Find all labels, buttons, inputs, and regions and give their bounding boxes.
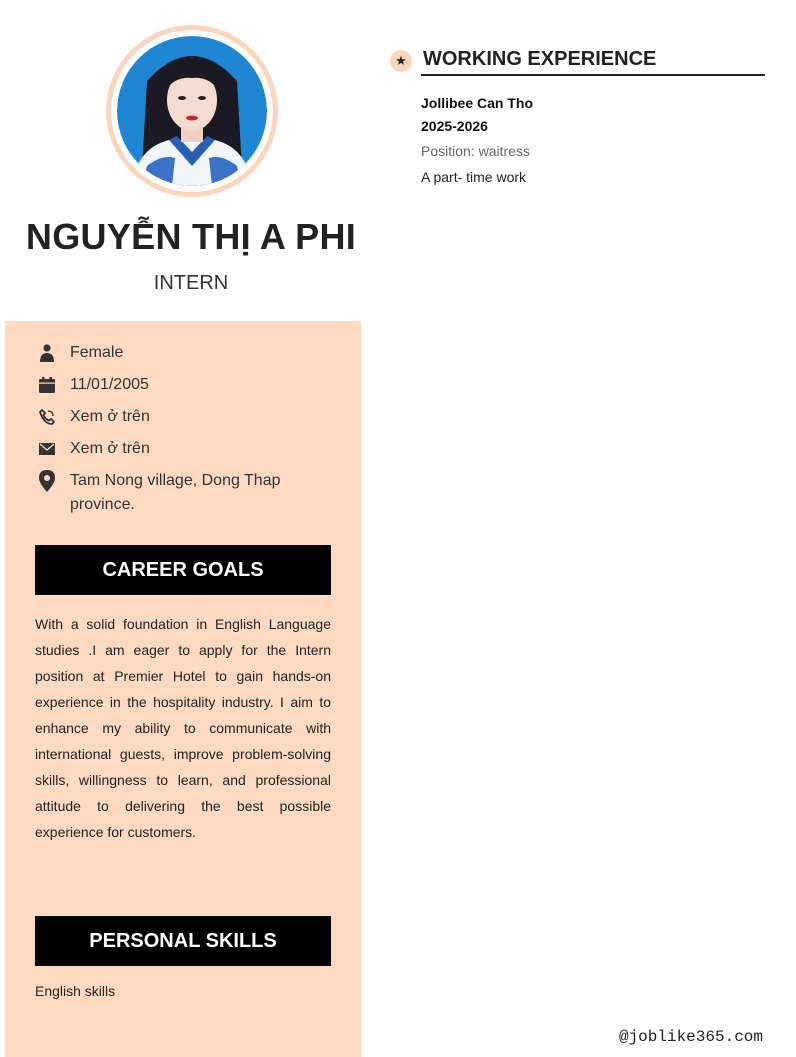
experience-years: 2025-2026 xyxy=(421,118,488,134)
profile-photo xyxy=(117,36,267,186)
experience-description: A part- time work xyxy=(421,169,527,185)
envelope-icon xyxy=(35,437,59,461)
candidate-name: NGUYỄN THỊ A PHI xyxy=(25,216,357,257)
address-text: Tam Nong village, Dong Thap province. xyxy=(70,472,281,513)
email-text: Xem ở trên xyxy=(70,440,150,457)
contact-email xyxy=(35,437,335,461)
experience-company: Jollibee Can Tho xyxy=(421,95,534,111)
contact-gender xyxy=(35,341,335,365)
phone-text: Xem ở trên xyxy=(70,408,150,425)
location-pin-icon xyxy=(35,469,59,493)
contact-info-list xyxy=(35,341,335,525)
contact-birthdate xyxy=(35,373,335,397)
left-sidebar xyxy=(5,321,361,1057)
career-goals-text: With a solid foundation in English Language studies .I am eager to apply for the Intern position at Premier Hotel to gain hands-on experience in the hospitality industry. I aim to enhance my ability to communicate with international guests, improve problem-solving skills, willingness to learn, and professional attitude to delivering the best possible experience for customers. xyxy=(35,616,331,840)
job-title: INTERN xyxy=(153,272,229,294)
experience-heading: WORKING EXPERIENCE xyxy=(423,48,657,70)
birthdate-text: 11/01/2005 xyxy=(70,376,149,393)
contact-phone xyxy=(35,405,335,429)
person-icon xyxy=(35,341,59,365)
phone-icon xyxy=(35,405,59,429)
gender-text: Female xyxy=(70,344,124,361)
experience-item xyxy=(421,94,761,186)
profile-header xyxy=(5,0,361,321)
experience-position: Position: waitress xyxy=(421,143,530,159)
contact-address xyxy=(35,469,335,517)
career-goals-heading: CAREER GOALS xyxy=(35,545,331,595)
personal-skills-heading: PERSONAL SKILLS xyxy=(35,916,331,966)
footer-watermark: @joblike365.com xyxy=(618,1028,763,1046)
calendar-icon xyxy=(35,373,59,397)
personal-skills-text: English skills xyxy=(35,983,116,999)
avatar xyxy=(106,25,278,197)
heading-divider xyxy=(421,74,765,76)
star-icon: ★ xyxy=(390,50,412,72)
